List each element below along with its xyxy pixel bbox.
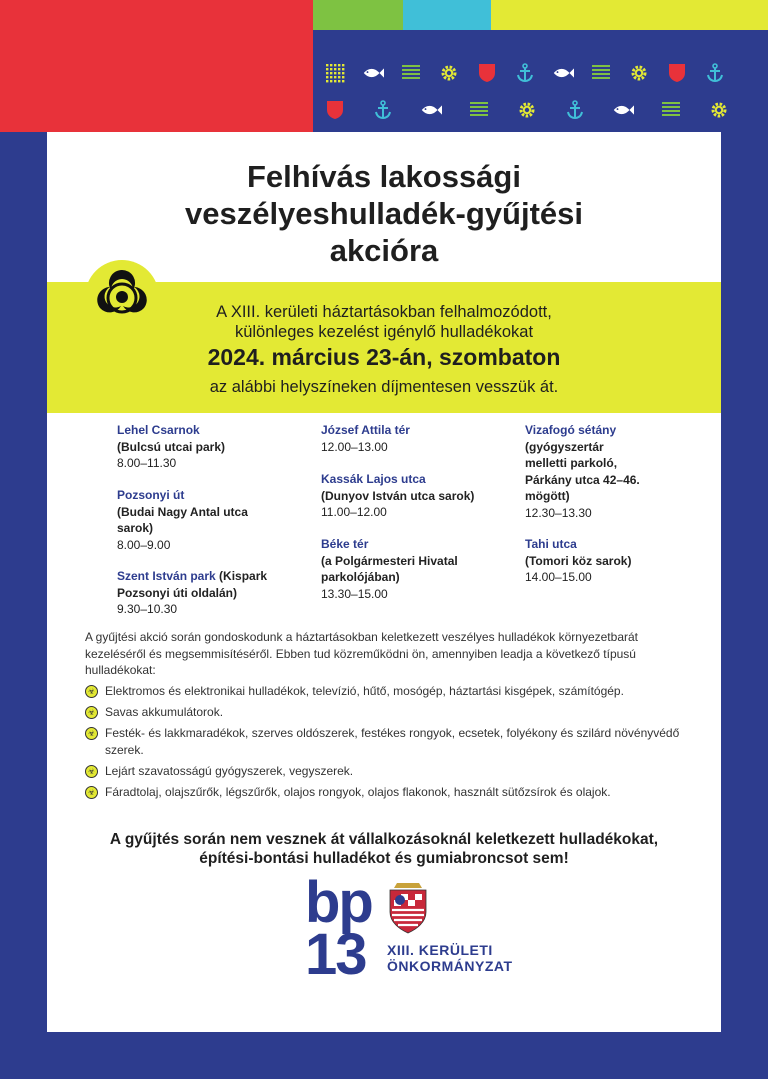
fish-icon	[420, 99, 442, 121]
event-date: 2024. március 23-án, szombaton	[207, 344, 561, 370]
list-item-text: Savas akkumulátorok.	[105, 705, 224, 719]
shield-icon	[666, 62, 688, 84]
stripes-icon	[660, 99, 682, 121]
shield-icon	[476, 62, 498, 84]
green-color-block	[313, 0, 403, 30]
list-item	[85, 784, 695, 801]
location-item	[525, 536, 685, 586]
location-time: 14.00–15.00	[525, 570, 592, 584]
gear-icon	[438, 62, 460, 84]
bp13-logo	[305, 870, 525, 997]
biohazard-icon: ☣	[85, 727, 98, 740]
list-item-text: Lejárt szavatosságú gyógyszerek, vegyszerek.	[105, 764, 354, 778]
shield-icon	[324, 99, 346, 121]
stripes-icon	[400, 62, 422, 84]
fish-icon	[552, 62, 574, 84]
location-time: 9.30–10.30	[117, 602, 178, 616]
gear-icon	[516, 99, 538, 121]
location-name: Pozsonyi út	[117, 488, 185, 502]
location-time: 8.00–11.30	[117, 456, 177, 470]
coat-of-arms-icon	[386, 882, 430, 934]
location-detail: (Kispark Pozsonyi úti oldalán)	[117, 569, 268, 600]
anchor-icon	[704, 62, 726, 84]
org-line: XIII. KERÜLETI	[387, 942, 493, 958]
org-line: ÖNKORMÁNYZAT	[387, 958, 513, 974]
list-item	[85, 725, 695, 758]
title-line: veszélyeshulladék-gyűjtési	[184, 196, 584, 231]
anchor-icon	[564, 99, 586, 121]
biohazard-icon: ☣	[85, 685, 98, 698]
warning-line: építési-bontási hulladékot és gumiabroncsot sem!	[199, 850, 569, 867]
list-item	[85, 763, 695, 780]
location-detail: (Budai Nagy Antal utca sarok)	[117, 504, 248, 535]
intro-note: az alábbi helyszíneken díjmentesen vesszük át.	[209, 378, 559, 396]
grid-icon	[324, 62, 346, 84]
yellow-color-block	[491, 0, 768, 30]
anchor-icon	[372, 99, 394, 121]
fish-icon	[362, 62, 384, 84]
location-item	[525, 422, 640, 521]
list-item-text: Fáradtolaj, olajszűrők, légszűrők, olajos rongyok, olajos flakonok, használt sütőzsírok és olajok.	[105, 785, 611, 799]
location-item	[321, 422, 496, 455]
fish-icon	[612, 99, 634, 121]
location-item	[117, 422, 267, 472]
location-detail: (gyógyszertár melletti parkoló, Párkány utca 42–46. mögött)	[525, 439, 640, 503]
location-item	[117, 568, 277, 618]
list-item	[85, 704, 695, 721]
location-detail: (Dunyov István utca sarok)	[321, 488, 475, 503]
location-item	[321, 471, 496, 521]
anchor-icon	[514, 62, 536, 84]
logo-mark-top: bp	[305, 870, 372, 935]
body-paragraph: A gyűjtési akció során gondoskodunk a háztartásokban keletkezett veszélyes hulladékok környezetbarát kezeléséről és megsemmisítéséről. Ebben tud közreműködni ön, amennyiben leadja a következő típusú hulladékokat:	[85, 630, 638, 677]
stripes-icon	[590, 62, 612, 84]
title-line: Felhívás lakossági	[247, 159, 521, 194]
title-line: akcióra	[329, 233, 439, 268]
gear-icon	[628, 62, 650, 84]
biohazard-icon: ☣	[85, 786, 98, 799]
location-name: Béke tér	[321, 537, 369, 551]
location-time: 12.30–13.30	[525, 505, 592, 520]
location-name: Tahi utca	[525, 537, 577, 551]
location-time: 13.30–15.00	[321, 586, 388, 601]
location-name: Vizafogó sétány	[525, 423, 617, 437]
list-item-text: Elektromos és elektronikai hulladékok, televízió, hűtő, mosógép, háztartási kisgépek, számítógép.	[105, 684, 624, 698]
location-detail: (Bulcsú utcai park)	[117, 439, 226, 454]
location-item	[117, 487, 267, 553]
icon-pattern	[313, 30, 768, 132]
page-title	[47, 158, 721, 269]
logo-mark	[305, 870, 372, 987]
stripes-icon	[468, 99, 490, 121]
logo-mark-bottom: 13	[305, 922, 366, 987]
warning-line: A gyűjtés során nem vesznek át vállalkozásoknál keletkezett hulladékokat,	[109, 831, 659, 848]
poster-card	[47, 132, 721, 1032]
location-detail: (Tomori köz sarok)	[525, 553, 632, 568]
org-name	[387, 942, 513, 974]
list-item-text: Festék- és lakkmaradékok, szerves oldószerek, festékes rongyok, ecsetek, folyékony és szilárd növényvédő szerek.	[105, 726, 680, 757]
intro-line: különleges kezelést igénylő hulladékokat	[234, 323, 534, 341]
location-detail: (a Polgármesteri Hivatal parkolójában)	[321, 553, 458, 584]
cyan-color-block	[403, 0, 491, 30]
biohazard-icon: ☣	[85, 765, 98, 778]
intro-line: A XIII. kerületi háztartásokban felhalmozódott,	[216, 303, 552, 321]
location-item	[321, 536, 481, 602]
gear-icon	[708, 99, 730, 121]
location-time: 11.00–12.00	[321, 505, 387, 519]
warning-text	[47, 830, 721, 868]
location-name: Lehel Csarnok	[117, 423, 200, 437]
location-name: József Attila tér	[321, 423, 410, 437]
location-time: 8.00–9.00	[117, 537, 171, 552]
location-time: 12.00–13.00	[321, 439, 388, 454]
location-name: Kassák Lajos utca	[321, 472, 426, 486]
red-color-block	[0, 0, 313, 132]
biohazard-icon: ☣	[85, 706, 98, 719]
list-item	[85, 683, 695, 700]
location-name: Szent István park	[117, 569, 216, 583]
intro-text	[47, 302, 721, 342]
